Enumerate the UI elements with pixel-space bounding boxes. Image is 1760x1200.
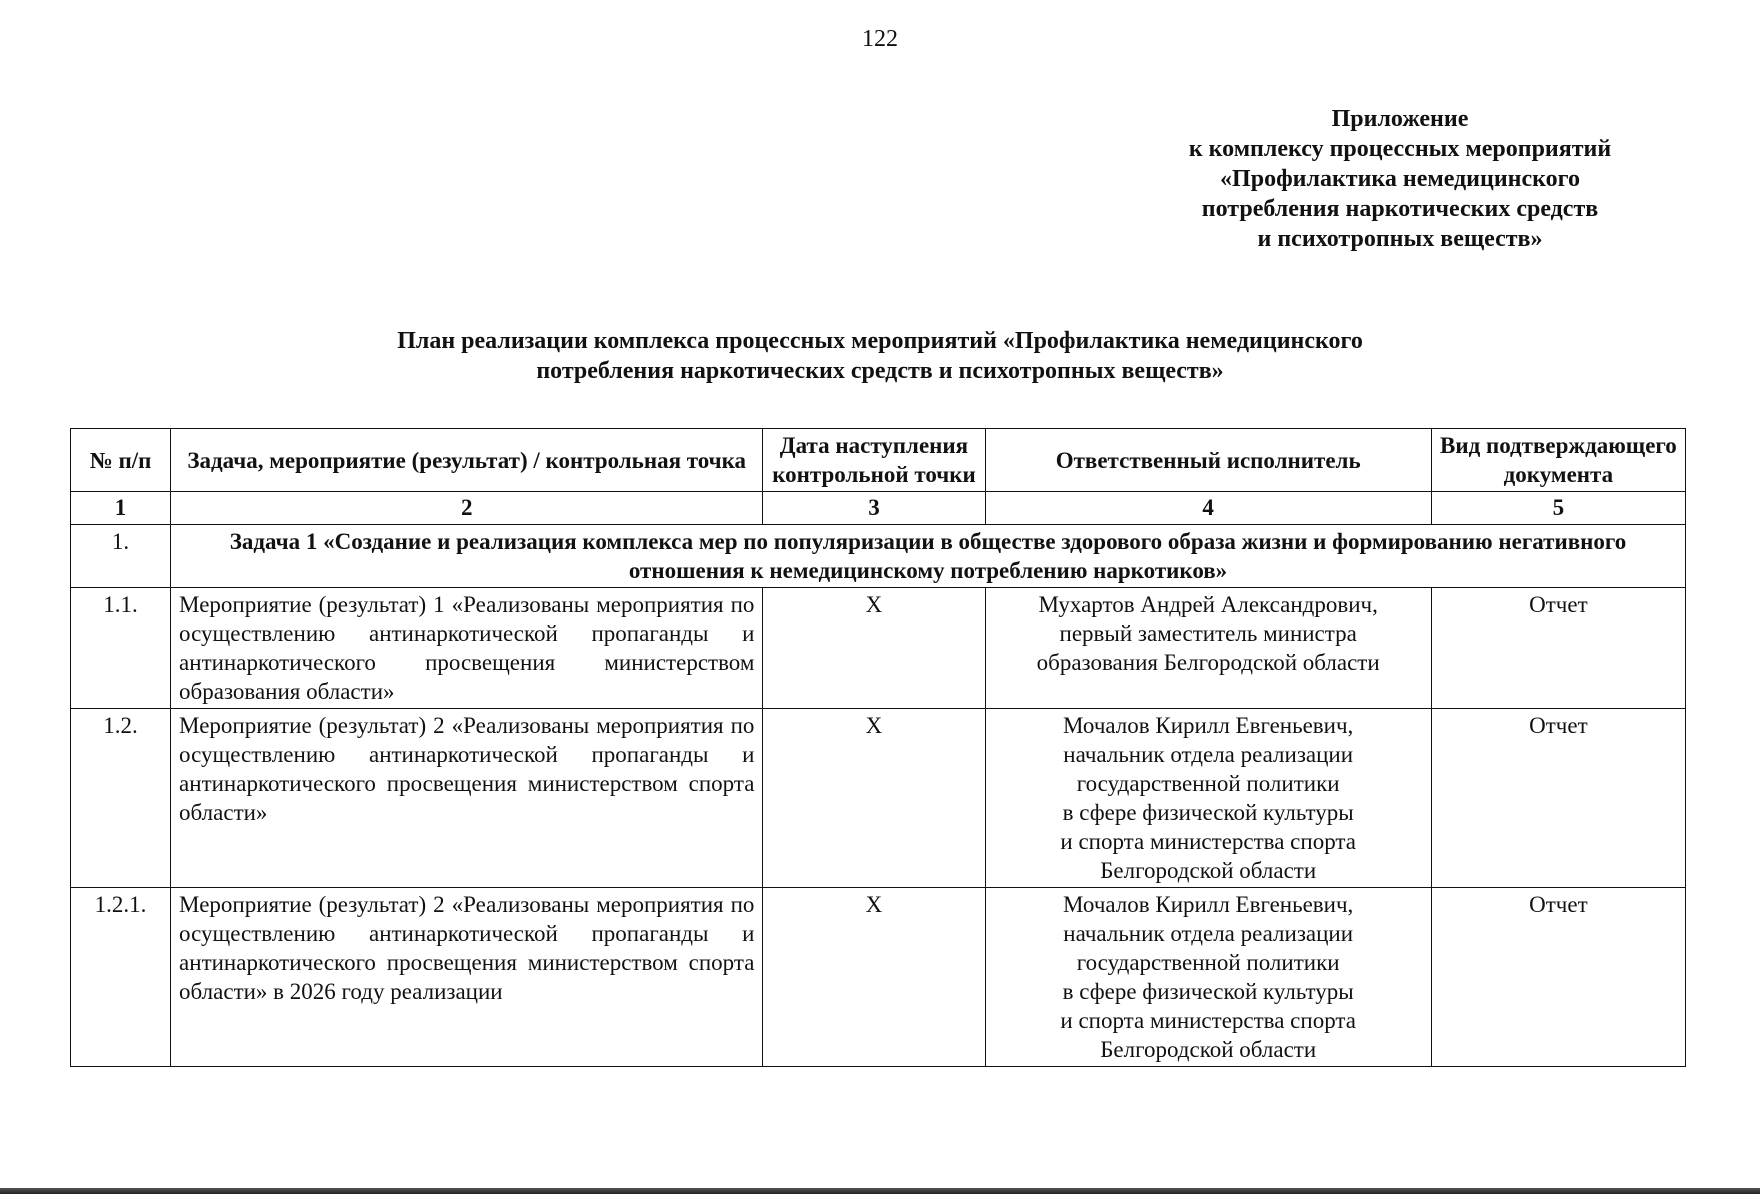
row-document: Отчет — [1431, 888, 1685, 1067]
appendix-line: и психотропных веществ» — [1257, 226, 1543, 252]
executor-line: государственной политики — [1076, 950, 1340, 975]
row-executor — [985, 709, 1431, 888]
executor-line: Белгородской области — [1100, 1037, 1317, 1062]
column-number-row — [71, 492, 1686, 525]
appendix-heading — [1110, 104, 1690, 254]
appendix-line: Приложение — [1331, 106, 1469, 132]
appendix-line: к комплексу процессных мероприятий — [1188, 136, 1612, 162]
table-header-row — [71, 429, 1686, 492]
row-number: 1.2. — [71, 709, 171, 888]
page-number: 122 — [862, 26, 898, 52]
column-number: 3 — [763, 492, 985, 525]
row-document: Отчет — [1431, 709, 1685, 888]
header-measure: Задача, мероприятие (результат) / контрольная точка — [171, 429, 763, 492]
table-row — [71, 709, 1686, 888]
row-executor — [985, 588, 1431, 709]
task-title: Задача 1 «Создание и реализация комплекса мер по популяризации в обществе здорового образа жизни и формированию негативного отношения к немедицинскому потреблению наркотиков» — [171, 525, 1686, 588]
executor-line: в сфере физической культуры — [1062, 979, 1354, 1004]
row-date: Х — [763, 588, 985, 709]
header-document: Вид подтверждающего документа — [1431, 429, 1685, 492]
column-number: 5 — [1431, 492, 1685, 525]
plan-table — [70, 428, 1686, 1067]
header-executor: Ответственный исполнитель — [985, 429, 1431, 492]
row-date: Х — [763, 709, 985, 888]
executor-line: Мочалов Кирилл Евгеньевич, — [1063, 892, 1354, 917]
executor-line: начальник отдела реализации — [1063, 742, 1354, 767]
plan-title — [200, 326, 1560, 386]
executor-line: начальник отдела реализации — [1063, 921, 1354, 946]
row-date: Х — [763, 888, 985, 1067]
executor-line: в сфере физической культуры — [1062, 800, 1354, 825]
appendix-line: «Профилактика немедицинского — [1220, 166, 1580, 192]
executor-line: первый заместитель министра — [1059, 621, 1357, 646]
task-row — [71, 525, 1686, 588]
plan-title-line: План реализации комплекса процессных мероприятий «Профилактика немедицинского — [397, 328, 1363, 354]
executor-line: Мухартов Андрей Александрович, — [1038, 592, 1378, 617]
column-number: 4 — [985, 492, 1431, 525]
executor-line: и спорта министерства спорта — [1060, 1008, 1356, 1033]
executor-line: образования Белгородской области — [1036, 650, 1380, 675]
row-document: Отчет — [1431, 588, 1685, 709]
row-measure: Мероприятие (результат) 1 «Реализованы мероприятия по осуществлению антинаркотической пропаганды и антинаркотического просвещения министерством образования области» — [171, 588, 763, 709]
executor-line: и спорта министерства спорта — [1060, 829, 1356, 854]
row-measure: Мероприятие (результат) 2 «Реализованы мероприятия по осуществлению антинаркотической пропаганды и антинаркотического просвещения министерством спорта области» в 2026 году реализации — [171, 888, 763, 1067]
table-row — [71, 588, 1686, 709]
header-date: Дата наступления контрольной точки — [763, 429, 985, 492]
row-measure: Мероприятие (результат) 2 «Реализованы мероприятия по осуществлению антинаркотической пропаганды и антинаркотического просвещения министерством спорта области» — [171, 709, 763, 888]
plan-title-line: потребления наркотических средств и психотропных веществ» — [536, 358, 1224, 384]
column-number: 1 — [71, 492, 171, 525]
row-executor — [985, 888, 1431, 1067]
table-row — [71, 888, 1686, 1067]
executor-line: Мочалов Кирилл Евгеньевич, — [1063, 713, 1354, 738]
column-number: 2 — [171, 492, 763, 525]
task-number: 1. — [71, 525, 171, 588]
scan-edge-divider — [0, 1188, 1760, 1194]
row-number: 1.1. — [71, 588, 171, 709]
executor-line: государственной политики — [1076, 771, 1340, 796]
executor-line: Белгородской области — [1100, 858, 1317, 883]
appendix-line: потребления наркотических средств — [1201, 196, 1599, 222]
row-number: 1.2.1. — [71, 888, 171, 1067]
header-number: № п/п — [71, 429, 171, 492]
